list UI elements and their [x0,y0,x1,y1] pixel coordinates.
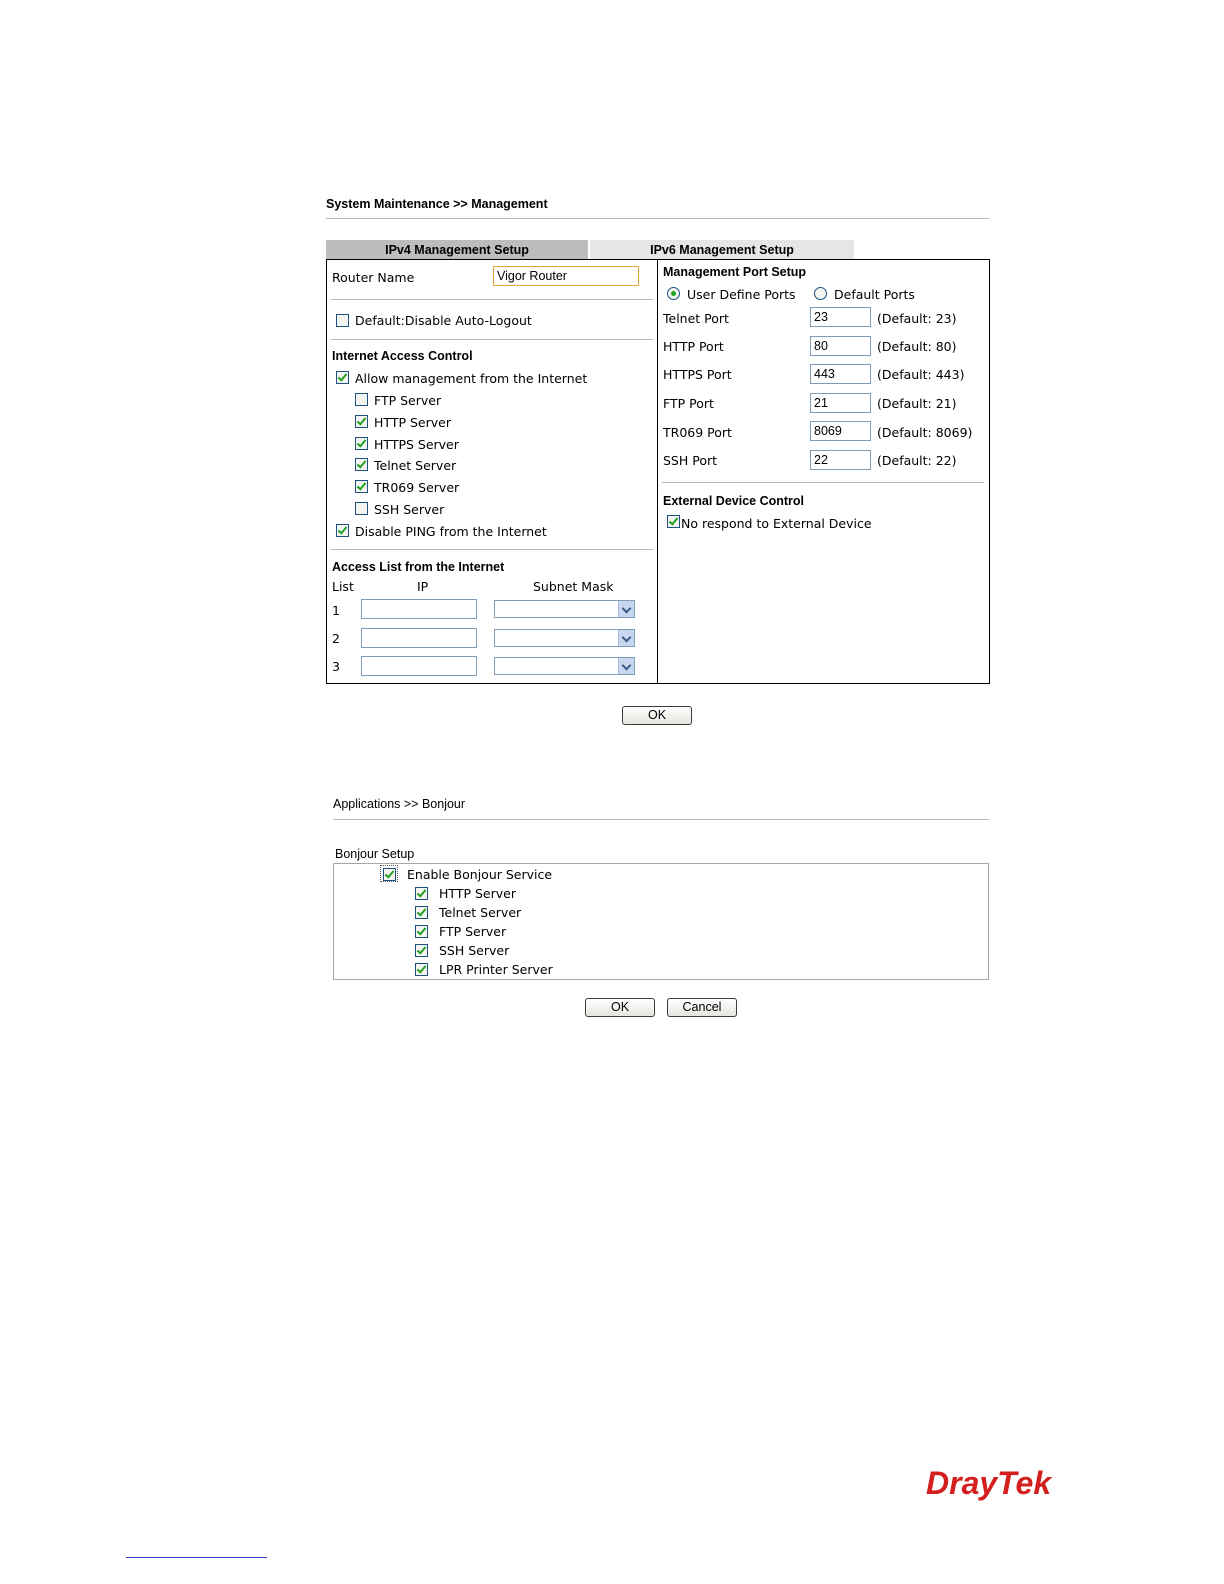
enable-bonjour-label: Enable Bonjour Service [407,867,553,882]
user-define-ports-radio[interactable] [667,287,680,300]
disable-ping-label: Disable PING from the Internet [355,524,547,539]
default-ports-radio[interactable] [814,287,827,300]
divider [331,299,653,300]
access-row-number: 3 [332,659,340,674]
disable-ping-checkbox[interactable] [336,524,349,537]
ftp-server-checkbox[interactable] [355,393,368,406]
bonjour-cancel-button[interactable]: Cancel [667,998,737,1017]
tab-ipv6-management[interactable]: IPv6 Management Setup [590,240,854,260]
http-server-label: HTTP Server [374,415,451,430]
default-ports-label: Default Ports [834,287,915,302]
ftp-port-default: (Default: 21) [877,396,957,411]
port-setup-title: Management Port Setup [663,265,807,279]
bonjour-ssh-checkbox[interactable] [415,944,428,957]
management-breadcrumb: System Maintenance >> Management [326,197,548,211]
divider [662,482,984,483]
telnet-port-default: (Default: 23) [877,311,957,326]
access-list-title: Access List from the Internet [332,560,505,574]
draytek-logo: DrayTek [926,1465,1052,1501]
bonjour-http-label: HTTP Server [439,886,516,901]
access-ip-input[interactable] [361,599,477,619]
bonjour-ssh-label: SSH Server [439,943,510,958]
divider [331,339,653,340]
internet-access-title: Internet Access Control [332,349,473,363]
bonjour-ftp-checkbox[interactable] [415,925,428,938]
ssh-port-label: SSH Port [663,453,718,468]
no-respond-external-checkbox[interactable] [667,515,680,528]
user-define-ports-label: User Define Ports [687,287,796,302]
bonjour-breadcrumb: Applications >> Bonjour [333,797,466,811]
enable-bonjour-checkbox[interactable] [383,868,396,881]
ssh-port-default: (Default: 22) [877,453,957,468]
access-row-number: 2 [332,631,340,646]
subnet-mask-select[interactable] [494,657,635,675]
allow-mgmt-checkbox[interactable] [336,371,349,384]
https-port-default: (Default: 443) [877,367,965,382]
tab-ipv4-management[interactable]: IPv4 Management Setup [326,240,588,260]
bonjour-ftp-label: FTP Server [439,924,507,939]
divider [331,549,653,550]
https-server-checkbox[interactable] [355,437,368,450]
tr069-server-checkbox[interactable] [355,480,368,493]
telnet-server-label: Telnet Server [374,458,457,473]
ftp-port-label: FTP Port [663,396,714,411]
subnet-mask-select[interactable] [494,629,635,647]
ssh-server-label: SSH Server [374,502,445,517]
bonjour-telnet-label: Telnet Server [439,905,522,920]
bonjour-lpr-label: LPR Printer Server [439,962,553,977]
chevron-down-icon [618,658,634,674]
access-row-number: 1 [332,603,340,618]
ftp-server-label: FTP Server [374,393,442,408]
access-list-col-ip: IP [417,579,429,594]
chevron-down-icon [618,630,634,646]
http-port-label: HTTP Port [663,339,724,354]
access-ip-input[interactable] [361,628,477,648]
ssh-server-checkbox[interactable] [355,502,368,515]
management-ok-button[interactable]: OK [622,706,692,725]
allow-mgmt-label: Allow management from the Internet [355,371,588,386]
subnet-mask-select[interactable] [494,600,635,618]
auto-logout-checkbox[interactable] [336,314,349,327]
https-port-label: HTTPS Port [663,367,732,382]
http-port-input[interactable]: 80 [810,336,871,356]
access-list-col-mask: Subnet Mask [533,579,614,594]
ssh-port-input[interactable]: 22 [810,450,871,470]
no-respond-external-label: No respond to External Device [681,516,872,531]
bonjour-http-checkbox[interactable] [415,887,428,900]
ftp-port-input[interactable]: 21 [810,393,871,413]
router-name-input[interactable]: Vigor Router [493,266,639,286]
external-device-title: External Device Control [663,494,805,508]
http-port-default: (Default: 80) [877,339,957,354]
tr069-port-label: TR069 Port [663,425,732,440]
https-port-input[interactable]: 443 [810,364,871,384]
auto-logout-label: Default:Disable Auto-Logout [355,313,532,328]
panel-divider [657,259,658,684]
https-server-label: HTTPS Server [374,437,459,452]
tr069-port-input[interactable]: 8069 [810,421,871,441]
access-list-col-list: List [332,579,354,594]
http-server-checkbox[interactable] [355,415,368,428]
tr069-port-default: (Default: 8069) [877,425,973,440]
access-ip-input[interactable] [361,656,477,676]
divider [326,218,989,219]
bonjour-setup-title: Bonjour Setup [335,847,415,861]
bonjour-telnet-checkbox[interactable] [415,906,428,919]
bonjour-ok-button[interactable]: OK [585,998,655,1017]
bonjour-lpr-checkbox[interactable] [415,963,428,976]
chevron-down-icon [618,601,634,617]
tr069-server-label: TR069 Server [374,480,460,495]
telnet-port-label: Telnet Port [663,311,729,326]
footer-link-underline [126,1557,267,1558]
telnet-server-checkbox[interactable] [355,458,368,471]
router-name-label: Router Name [332,270,415,285]
divider [333,819,989,820]
telnet-port-input[interactable]: 23 [810,307,871,327]
